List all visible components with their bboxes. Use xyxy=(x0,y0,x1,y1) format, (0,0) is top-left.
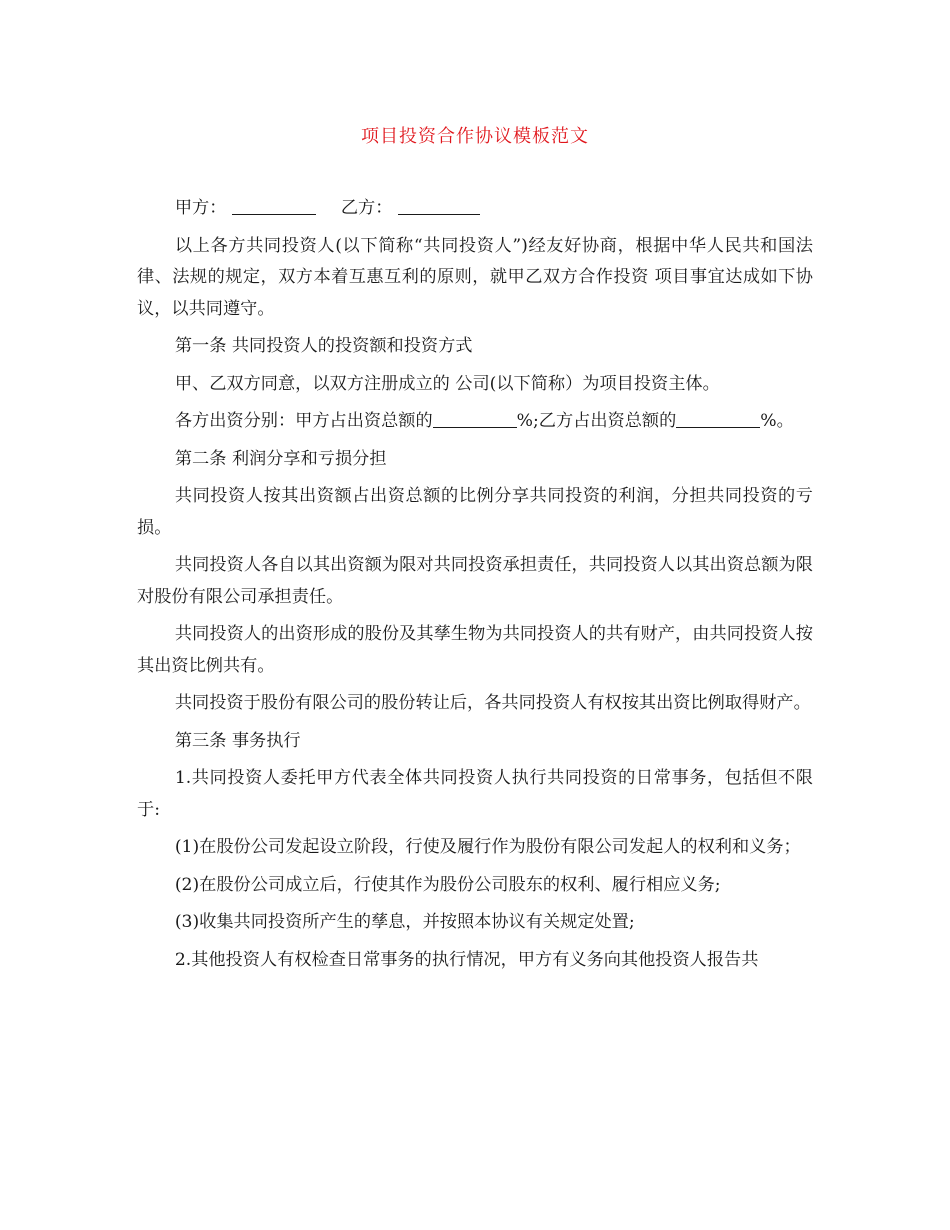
article-2-paragraph-3: 共同投资人的出资形成的股份及其孳生物为共同投资人的共有财产，由共同投资人按其出资比例共有。 xyxy=(137,624,813,676)
article-2-paragraph-4: 共同投资于股份有限公司的股份转让后，各共同投资人有权按其出资比例取得财产。 xyxy=(174,693,811,713)
party-a-blank xyxy=(232,196,316,215)
article-3-title: 第三条 事务执行 xyxy=(174,730,301,751)
party-b-label: 乙方： xyxy=(340,198,393,218)
document-body xyxy=(137,193,813,982)
article-1-title: 第一条 共同投资人的投资额和投资方式 xyxy=(174,336,473,356)
article-1-paragraph-2 xyxy=(137,406,813,438)
article-1-paragraph-1: 甲、乙双方同意，以双方注册成立的 公司(以下简称）为项目投资主体。 xyxy=(174,373,720,394)
art1-p2-part-a: 各方出资分别：甲方占出资总额的 xyxy=(174,411,433,431)
document-title: 项目投资合作协议模板范文 xyxy=(361,126,589,147)
article-2-paragraph-1: 共同投资人按其出资额占出资总额的比例分享共同投资的利润，分担共同投资的亏损。 xyxy=(137,486,813,538)
art1-p2-part-b: %;乙方占出资总额的 xyxy=(516,411,677,431)
art1-p2-part-c: %。 xyxy=(760,411,794,431)
article-2-title: 第二条 利润分享和亏损分担 xyxy=(174,448,387,469)
party-a-share-blank xyxy=(433,409,517,428)
article-3-paragraph-2: (1)在股份公司发起设立阶段，行使及履行作为股份有限公司发起人的权利和义务； xyxy=(174,837,801,857)
party-b-share-blank xyxy=(676,409,760,428)
article-2-paragraph-2: 共同投资人各自以其出资额为限对共同投资承担责任，共同投资人以其出资总额为限对股份有限公司承担责任。 xyxy=(137,555,813,607)
article-3-paragraph-5: 2.其他投资人有权检查日常事务的执行情况，甲方有义务向其他投资人报告共 xyxy=(174,949,759,970)
party-a-label: 甲方： xyxy=(174,198,227,218)
article-3-paragraph-4: (3)收集共同投资所产生的孳息，并按照本协议有关规定处置; xyxy=(174,912,635,932)
article-3-paragraph-1: 1.共同投资人委托甲方代表全体共同投资人执行共同投资的日常事务，包括但不限于: xyxy=(137,768,813,820)
parties-line xyxy=(137,193,813,225)
article-3-paragraph-3: (2)在股份公司成立后，行使其作为股份公司股东的权利、履行相应义务; xyxy=(174,874,721,895)
intro-paragraph: 以上各方共同投资人(以下简称“共同投资人”)经友好协商，根据中华人民共和国法律、法规的规定，双方本着互惠互利的原则，就甲乙双方合作投资 项目事宜达成如下协议，以共同遵守。 xyxy=(137,235,813,319)
party-b-blank xyxy=(398,196,480,215)
